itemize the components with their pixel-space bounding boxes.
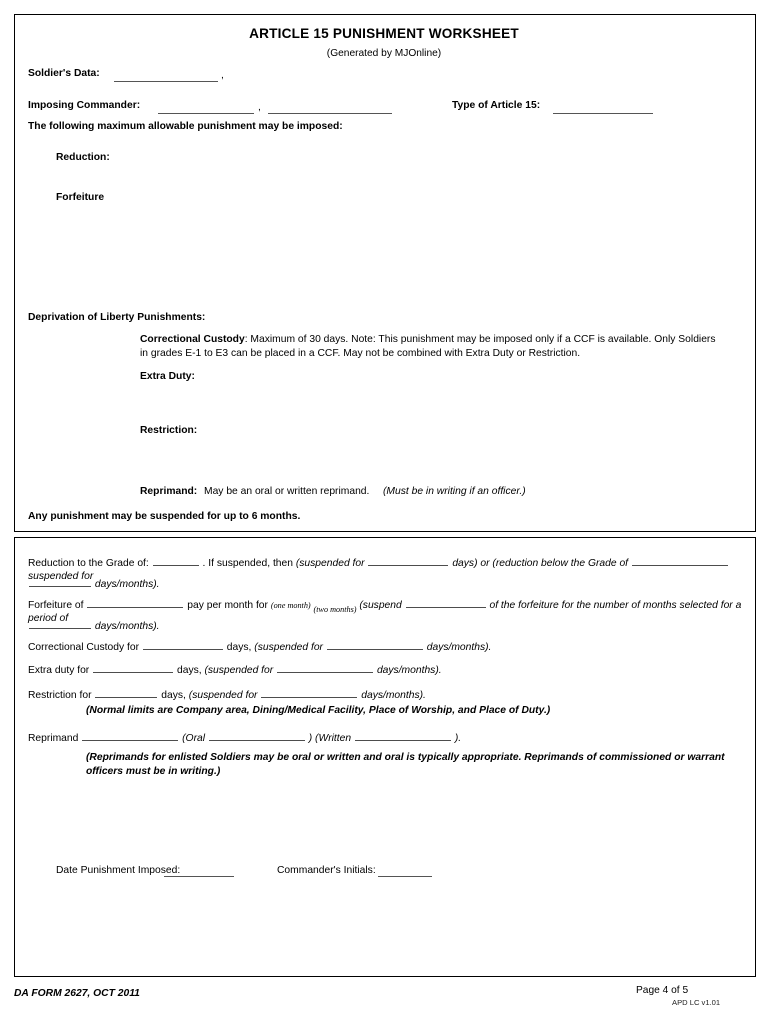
correctional-custody-text-line1: : Maximum of 30 days. Note: This punishment may be imposed only if a CCF is available. Only Soldiers [244,334,716,345]
reduction-label: Reduction: [56,152,110,163]
imposing-commander-input-1[interactable] [158,113,254,114]
commanders-initials-label: Commander's Initials: [277,865,376,876]
forfeiture-one-month-option[interactable]: (one month) [270,600,311,610]
extra-duty-part2: days, [176,664,202,676]
max-punishment-intro: The following maximum allowable punishment may be imposed: [28,121,343,132]
reprimand-note-line2: officers must be in writing.) [86,766,221,777]
maximum-punishment-box [14,14,756,532]
reprimand-entry-part1: Reprimand [28,732,79,744]
reduction-days-months-label: days/months). [94,578,160,590]
date-punishment-imposed-input[interactable] [164,876,234,877]
reprimand-officer-note: (Must be in writing if an officer.) [383,486,526,497]
date-punishment-imposed-label: Date Punishment Imposed: [56,865,181,876]
forfeiture-row-cont [28,619,160,633]
forfeiture-part4: of the forfeiture for the number of months selected for a period of [28,599,742,625]
page-title: ARTICLE 15 PUNISHMENT WORKSHEET [249,26,519,41]
correctional-custody-suspended-input[interactable] [327,640,423,650]
type-of-article-input[interactable] [553,113,653,114]
reduction-days-label: days) [452,557,478,569]
reduction-below-grade-input[interactable] [632,556,728,566]
restriction-part1: Restriction for [28,689,92,701]
correctional-custody-part3: (suspended for [254,641,323,653]
restriction-part2: days, [161,689,186,701]
reprimand-text: May be an oral or written reprimand. [204,486,370,497]
reduction-grade-input[interactable] [153,556,199,566]
correctional-custody-days-input[interactable] [143,640,223,650]
restriction-part4: days/months). [361,689,426,701]
reprimand-label: Reprimand: [140,486,198,497]
reduction-grade-row-cont [28,577,160,591]
suspension-note: Any punishment may be suspended for up to 6 months. [28,511,301,522]
forfeiture-days-months-label: days/months). [94,620,160,632]
reduction-below-part6: suspended for [28,571,94,583]
extra-duty-label: Extra Duty: [140,371,195,382]
page-subtitle: (Generated by MJOnline) [326,48,442,59]
commanders-initials-input[interactable] [378,876,432,877]
form-version: APD LC v1.01 [672,998,721,1007]
reduction-grade-part2: . If suspended, then [202,557,293,569]
reprimand-row [28,731,461,745]
forfeiture-part1: Forfeiture of [28,599,84,611]
forfeiture-suspend-input[interactable] [406,598,486,608]
soldiers-data-input[interactable] [114,81,218,82]
type-of-article-label: Type of Article 15: [452,100,541,111]
reprimand-entry-part4: ). [454,732,462,744]
extra-duty-part1: Extra duty for [28,664,90,676]
reprimand-oral-label: (Oral [182,732,206,744]
forfeiture-two-months-option[interactable]: (two months) [313,604,357,614]
reprimand-input[interactable] [82,731,178,741]
forfeiture-period-input[interactable] [29,619,91,629]
imposing-commander-comma: , [258,102,261,113]
imposing-commander-input-2[interactable] [268,113,392,114]
deprivation-heading: Deprivation of Liberty Punishments: [28,312,206,323]
extra-duty-suspended-input[interactable] [277,663,373,673]
soldiers-data-label: Soldier's Data: [28,68,100,79]
extra-duty-row [28,663,442,677]
forfeiture-part3: (suspend [359,599,402,611]
reduction-suspended-part3: (suspended for [295,557,365,569]
form-identifier: DA FORM 2627, OCT 2011 [14,988,140,999]
imposing-commander-label: Imposing Commander: [28,100,141,111]
correctional-custody-part1: Correctional Custody for [28,641,140,653]
forfeiture-part2: pay per month for [187,599,268,611]
forfeiture-amount-input[interactable] [87,598,183,608]
soldiers-data-comma: , [221,70,224,81]
reduction-grade-part1: Reduction to the Grade of: [28,557,149,569]
restriction-row [28,688,426,702]
restriction-label: Restriction: [140,425,198,436]
restriction-days-input[interactable] [95,688,157,698]
forfeiture-label: Forfeiture [56,192,105,203]
restriction-normal-limits-note: (Normal limits are Company area, Dining/Medical Facility, Place of Worship, and Place of Duty.) [86,705,551,716]
reprimand-oral-input[interactable] [209,731,305,741]
correctional-custody-label: Correctional Custody [140,334,245,345]
correctional-custody-paragraph [140,333,748,347]
extra-duty-days-input[interactable] [93,663,173,673]
reprimand-written-label: ) (Written [308,732,352,744]
correctional-custody-part2: days, [226,641,252,653]
extra-duty-part3: (suspended for [204,664,274,676]
reduction-suspended-days-input[interactable] [368,556,448,566]
reduction-below-part5: or (reduction below the Grade of [480,557,629,569]
page-number: Page 4 of 5 [636,985,689,996]
reprimand-written-input[interactable] [355,731,451,741]
correctional-custody-row [28,640,491,654]
reduction-below-days-input[interactable] [29,577,91,587]
correctional-custody-part4: days/months). [426,641,492,653]
reprimand-note-line1: (Reprimands for enlisted Soldiers may be oral or written and oral is typically appropriate. Reprimands of commissioned or warrant [86,752,725,763]
restriction-part3: (suspended for [188,689,258,701]
correctional-custody-text-line2: in grades E-1 to E3 can be placed in a CCF. May not be combined with Extra Duty or Restriction. [140,348,581,359]
extra-duty-part4: days/months). [376,664,442,676]
restriction-suspended-input[interactable] [261,688,357,698]
